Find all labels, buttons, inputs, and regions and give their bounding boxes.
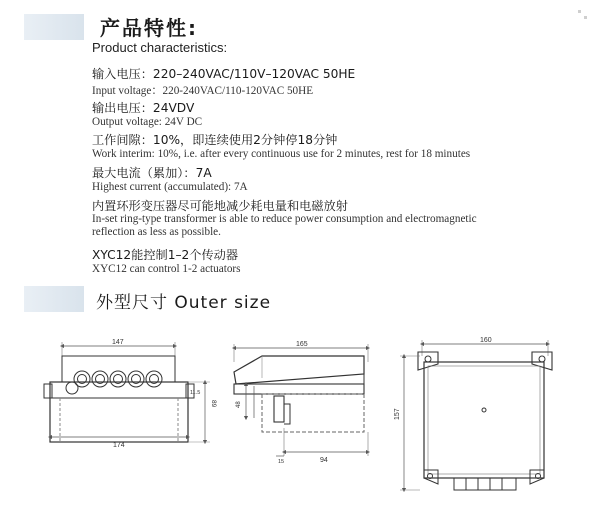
corner-mark [584,16,587,19]
spec-input-voltage-zh: 输入电压：220–240VAC/110V–120VAC 50HE [92,67,356,81]
section-accent-bar [24,286,84,312]
spec-actuators-en: XYC12 can control 1-2 actuators [92,263,241,275]
front-top-width-label: 147 [112,339,124,346]
spec-transformer-zh: 内置环形变压器尽可能地减少耗电量和电磁放射 [92,199,348,213]
spec-actuators-zh: XYC12能控制1–2个传动器 [92,248,239,262]
side-view-drawing [234,344,368,456]
side-small-b-label: 15 [278,459,285,465]
rear-view-drawing [400,340,552,490]
spec-input-voltage-en: Input voltage：220-240VAC/110-120VAC 50HE [92,85,314,97]
rear-height-label: 157 [394,408,401,420]
spec-max-current-zh: 最大电流（累加）：7A [92,166,212,180]
spec-transformer-en: In-set ring-type transformer is able to reduce power consumption and electromagnetic [92,213,477,225]
page-subtitle: Product characteristics: [92,40,228,55]
spec-transformer-en-cont: reflection as less as possible. [92,226,221,238]
front-bottom-width-label: 174 [113,442,125,449]
front-height-label: 89 [210,400,217,408]
spec-work-interim-zh: 工作间隙：10%，即连续使用2分钟停18分钟 [92,133,338,147]
side-length-label: 165 [296,341,308,348]
page-title: 产品特性: [100,16,198,40]
outer-size-title: 外型尺寸 Outer size [96,293,272,313]
corner-mark [578,10,581,13]
side-offset-label: 94 [320,457,328,464]
spec-output-voltage-en: Output voltage: 24V DC [92,116,203,128]
spec-output-voltage-zh: 输出电压：24VDV [92,101,195,115]
spec-work-interim-en: Work interim: 10%, i.e. after every continuous use for 2 minutes, rest for 18 minutes [92,148,471,160]
side-small-a-label: 48 [236,401,242,408]
front-view-drawing [44,342,210,442]
front-small-dim-label: 11.5 [190,390,201,396]
header-accent-bar [24,14,84,40]
dimension-drawings [0,318,600,520]
rear-width-label: 160 [480,337,492,344]
spec-max-current-en: Highest current (accumulated): 7A [92,181,248,193]
